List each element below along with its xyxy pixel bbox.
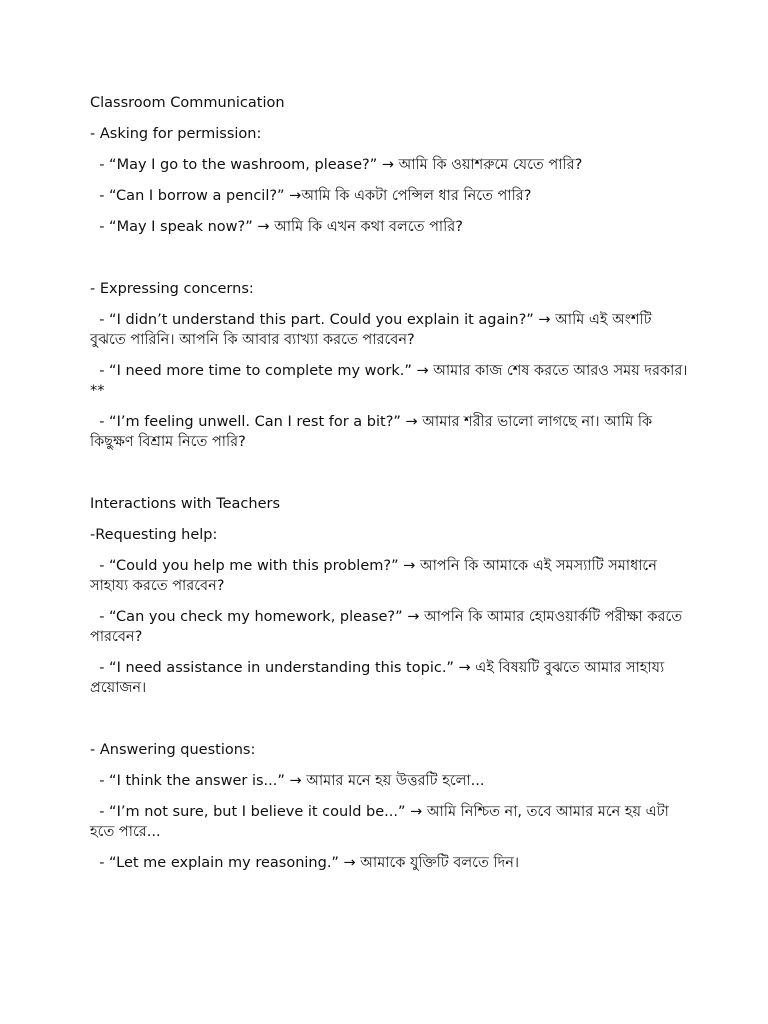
spacer bbox=[90, 248, 690, 279]
spacer bbox=[90, 709, 690, 740]
list-item: - “I’m feeling unwell. Can I rest for a bit?” → আমার শরীর ভালো লাগছে না। আমি কি কিছুক্ষণ বিশ্রাম নিতে পারি? bbox=[90, 414, 657, 450]
list-item: - “Can I borrow a pencil?” →আমি কি একটা পেন্সিল ধার নিতে পারি? bbox=[90, 188, 532, 204]
list-item: - “I need more time to complete my work.” → আমার কাজ শেষ করতে আরও সময় দরকার।** bbox=[90, 363, 688, 399]
list-item: - “Can you check my homework, please?” → আপনি কি আমার হোমওয়ার্কটি পরীক্ষা করতে পারবেন? bbox=[90, 609, 687, 645]
list-item: - “May I go to the washroom, please?” → আমি কি ওয়াশরুমে যেতে পারি? bbox=[90, 157, 583, 173]
list-item: - “Let me explain my reasoning.” → আমাকে যুক্তিটি বলতে দিন। bbox=[90, 855, 520, 871]
subheading-concerns: - Expressing concerns: bbox=[90, 281, 254, 297]
subheading-permission: - Asking for permission: bbox=[90, 126, 262, 142]
section-title-teachers: Interactions with Teachers bbox=[90, 496, 281, 512]
document-page bbox=[90, 93, 690, 884]
section-title-classroom: Classroom Communication bbox=[90, 95, 285, 111]
list-item: - “May I speak now?” → আমি কি এখন কথা বলতে পারি? bbox=[90, 219, 463, 235]
list-item: - “I didn’t understand this part. Could you explain it again?” → আমি এই অংশটি বুঝতে পারিনি। আপনি কি আবার ব্যাখ্যা করতে পারবেন? bbox=[90, 312, 657, 348]
subheading-help: -Requesting help: bbox=[90, 527, 218, 543]
list-item: - “I think the answer is...” → আমার মনে হয় উত্তরটি হলো... bbox=[90, 773, 485, 789]
list-item: - “I’m not sure, but I believe it could be...” → আমি নিশ্চিত না, তবে আমার মনে হয় এটা হতে পারে... bbox=[90, 804, 674, 840]
list-item: - “I need assistance in understanding this topic.” → এই বিষয়টি বুঝতে আমার সাহায্য প্রয়োজন। bbox=[90, 660, 669, 696]
list-item: - “Could you help me with this problem?” → আপনি কি আমাকে এই সমস্যাটি সমাধানে সাহায্য করতে পারবেন? bbox=[90, 558, 662, 594]
spacer bbox=[90, 463, 690, 494]
subheading-answering: - Answering questions: bbox=[90, 742, 256, 758]
